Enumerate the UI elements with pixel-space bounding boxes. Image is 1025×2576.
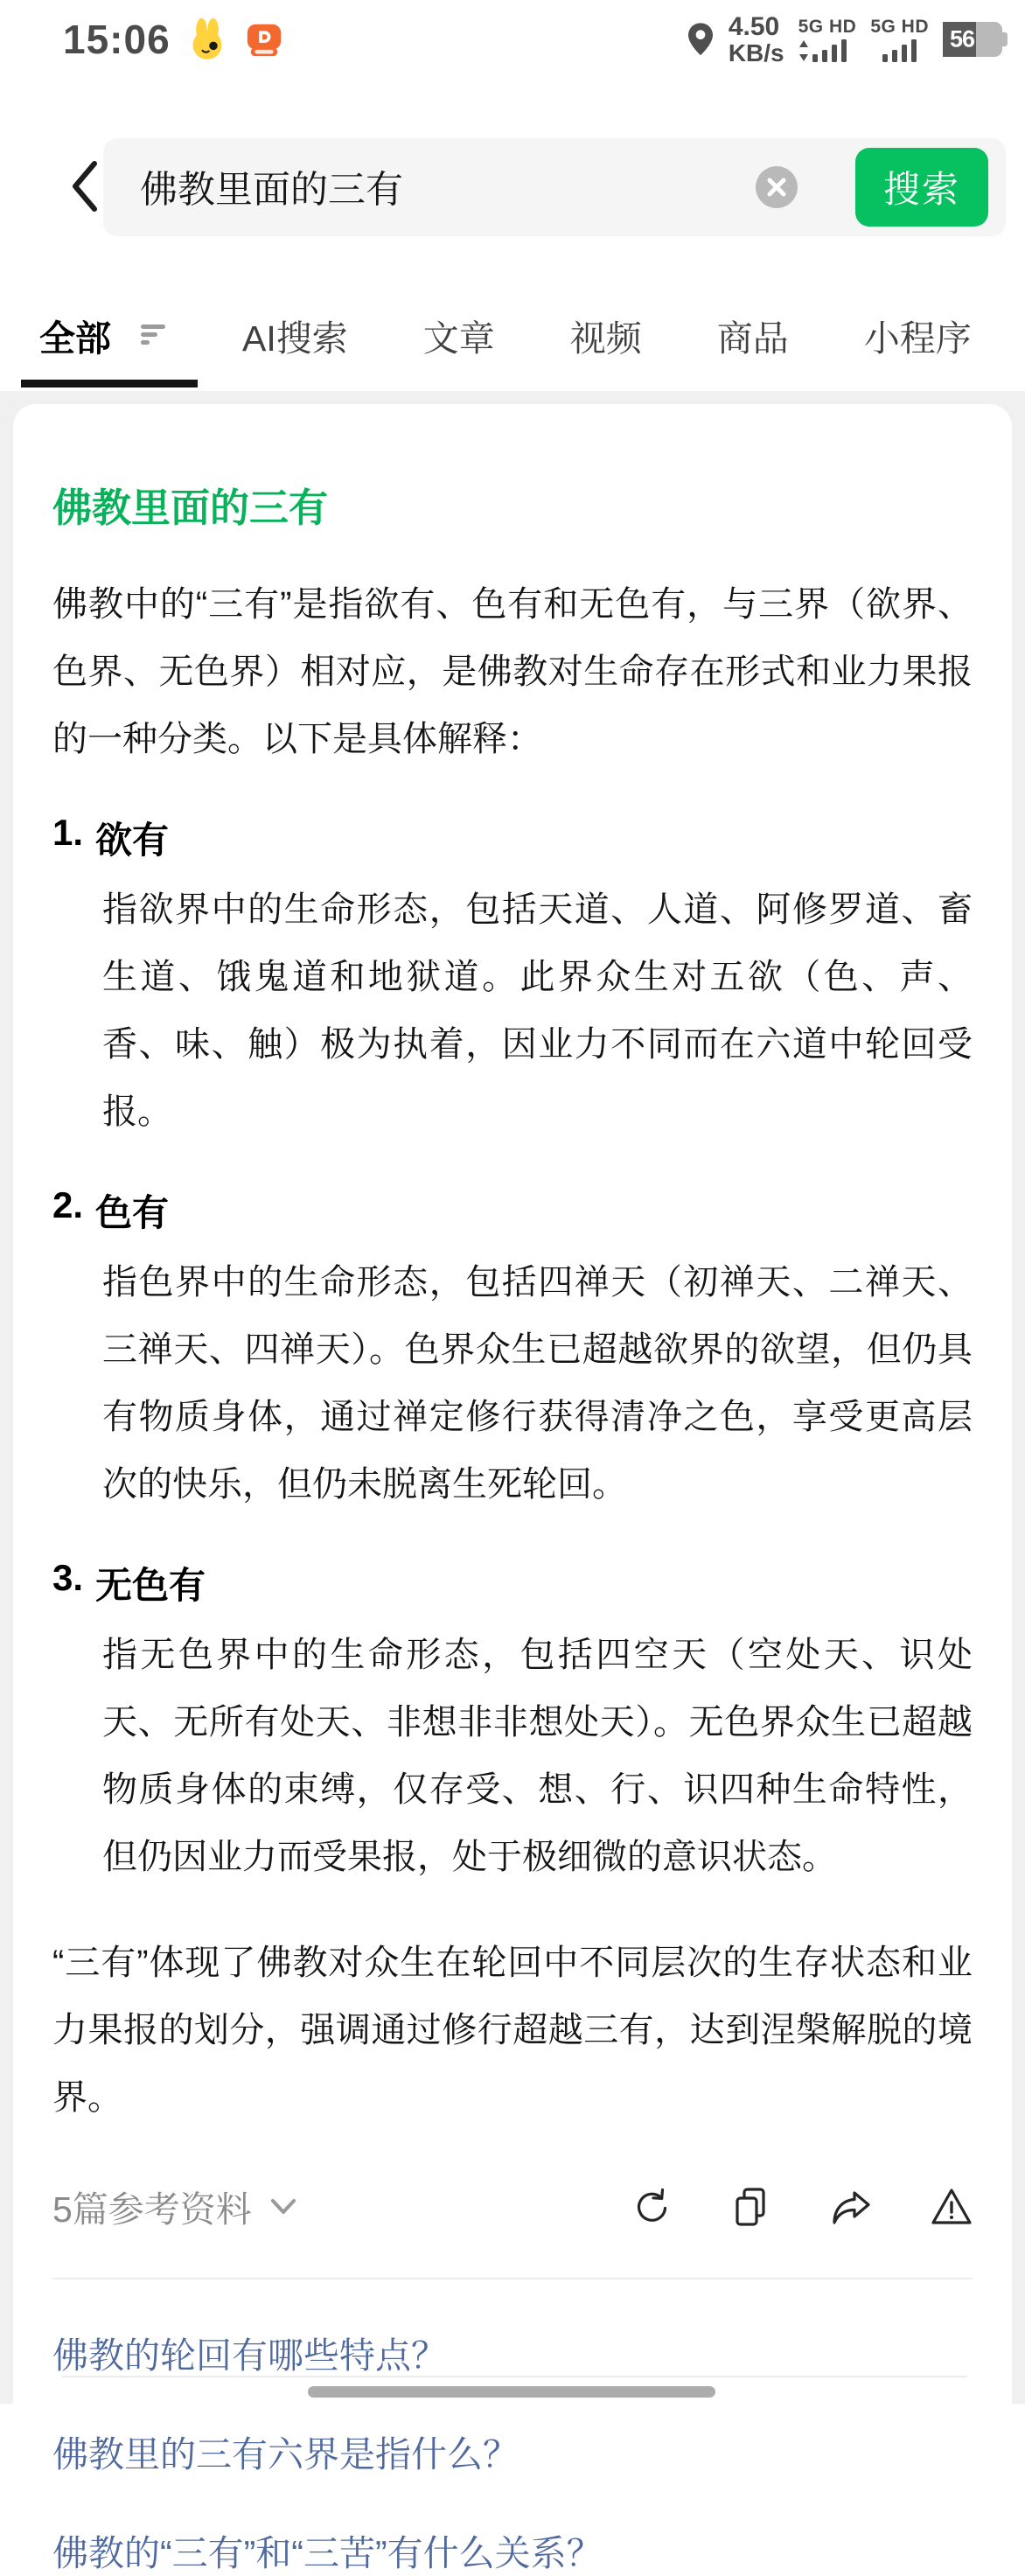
list-item [52,1557,973,1891]
ai-answer-card [13,404,1012,2573]
network-speed: 4.50 KB/s [728,11,784,67]
clock: 15:06 [63,17,171,62]
clear-search-button[interactable] [756,166,798,208]
item-number: 2. [52,1184,84,1225]
related-question-link[interactable]: 佛教的“三有”和“三苦”有什么关系？ [52,2533,603,2573]
tab-ai-search[interactable]: AI搜索 [242,318,348,359]
answer-footer [52,2181,973,2232]
list-item [52,1184,973,1518]
search-header [0,133,1025,240]
active-tab-underline [21,380,198,387]
search-button[interactable]: 搜索 [855,148,988,227]
back-button[interactable] [66,157,105,215]
divider [62,2376,967,2377]
didi-app-icon [244,19,284,59]
answer-intro: 佛教中的“三有”是指欲有、色有和无色有，与三界（欲界、色界、无色界）相对应，是佛教对生命存在形式和业力果报的一种分类。以下是具体解释： [52,585,973,758]
chevron-down-icon [269,2197,297,2216]
divider [52,2278,973,2279]
results-background [0,391,1025,2573]
tab-all[interactable]: 全部 [39,310,167,361]
item-term: 色有 [95,1192,170,1233]
refresh-icon[interactable] [630,2186,672,2228]
battery-indicator: 56 [943,21,1009,58]
item-description: 指欲界中的生命形态，包括天道、人道、阿修罗道、畜生道、饿鬼道和地狱道。此界众生对五欲（色、声、香、味、触）极为执着，因业力不同而在六道中轮回受报。 [102,890,973,1131]
item-description: 指无色界中的生命形态，包括四空天（空处天、识处天、无所有处天、非想非非想处天）。无色界众生已超越物质身体的束缚，仅存受、想、行、识四种生命特性，但仍因业力而受果报，处于极细微的意识状态。 [102,1636,973,1876]
item-term: 无色有 [95,1565,206,1606]
signal-bars-icon [812,39,847,62]
search-input[interactable] [103,138,1006,236]
related-question-link[interactable]: 佛教的轮回有哪些特点？ [52,2335,447,2376]
item-term: 欲有 [95,820,170,861]
related-question-link[interactable]: 佛教里的三有六界是指什么？ [52,2434,519,2475]
status-bar [0,0,1025,73]
signal-bars-icon [882,39,917,62]
data-transfer-arrows-icon [798,39,809,62]
filter-icon[interactable] [139,323,167,347]
answer-conclusion: “三有”体现了佛教对众生在轮回中不同层次的生存状态和业力果报的划分，强调通过修行超越三有，达到涅槃解脱的境界。 [52,1944,973,2117]
tab-articles[interactable]: 文章 [422,318,495,359]
result-tabs [0,289,1025,381]
tab-videos[interactable]: 视频 [569,318,642,359]
search-query-text: 佛教里面的三有 [140,169,403,212]
sim1-signal: 5G HD [798,17,857,62]
item-description: 指色界中的生命形态，包括四禅天（初禅天、二禅天、三禅天、四禅天）。色界众生已超越欲界的欲望，但仍具有物质身体，通过禅定修行获得清净之色，享受更高层次的快乐，但仍未脱离生死轮回。 [102,1263,973,1504]
copy-icon[interactable] [729,2186,771,2228]
sim2-signal: 5G HD [870,17,929,62]
close-icon [766,177,787,198]
chevron-left-icon [66,158,101,214]
answer-title: 佛教里面的三有 [52,485,329,530]
list-item [52,812,973,1146]
location-pin-icon [687,22,715,57]
home-indicator[interactable] [308,2386,715,2398]
report-icon[interactable] [931,2186,973,2228]
rabbit-emoji-icon [188,17,227,61]
share-icon[interactable] [829,2186,873,2228]
references-toggle[interactable]: 5篇参考资料 [52,2181,297,2232]
tab-goods[interactable]: 商品 [716,318,789,359]
tab-mini-programs[interactable]: 小程序 [863,318,972,359]
item-number: 3. [52,1557,84,1598]
item-number: 1. [52,812,84,853]
